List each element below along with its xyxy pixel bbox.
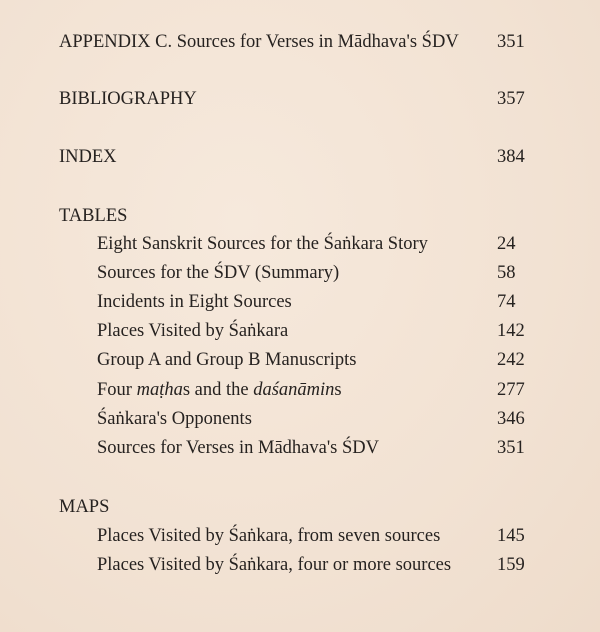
- table-entry-label: Group A and Group B Manuscripts: [97, 350, 357, 370]
- toc-entry-appendix-c-label: APPENDIX C. Sources for Verses in Mādhava's ŚDV: [59, 32, 459, 52]
- label-italic-dasanamin: daśanāmin: [253, 380, 335, 400]
- table-entry-page: 58: [497, 263, 516, 283]
- table-entry-page: 74: [497, 292, 516, 312]
- label-italic-matha: maṭha: [136, 380, 183, 400]
- table-entry-label: Śaṅkara's Opponents: [97, 409, 252, 429]
- map-entry-label: Places Visited by Śaṅkara, four or more sources: [97, 555, 452, 575]
- table-entry-label: Incidents in Eight Sources: [97, 292, 292, 312]
- table-entry-label: [97, 379, 342, 401]
- toc-entry-bibliography-label: BIBLIOGRAPHY: [59, 89, 197, 109]
- label-text: s and the: [182, 380, 254, 400]
- tables-heading: TABLES: [59, 206, 128, 226]
- table-entry-page: 142: [497, 321, 525, 341]
- table-entry-label: Places Visited by Śaṅkara: [97, 321, 289, 341]
- toc-entry-bibliography-page: 357: [497, 89, 525, 109]
- table-entry-label: Sources for Verses in Mādhava's ŚDV: [97, 438, 379, 458]
- table-entry-label: Eight Sanskrit Sources for the Śaṅkara Story: [97, 234, 428, 254]
- toc-entry-index-label: INDEX: [59, 147, 117, 167]
- label-text: s: [334, 380, 342, 400]
- table-entry-page: 24: [497, 234, 516, 254]
- maps-heading: MAPS: [59, 497, 110, 517]
- table-entry-page: 351: [497, 438, 525, 458]
- label-text: Four: [97, 380, 137, 400]
- table-entry-page: 277: [497, 380, 525, 400]
- map-entry-page: 159: [497, 555, 525, 575]
- table-entry-label: Sources for the ŚDV (Summary): [97, 263, 340, 283]
- table-entry-page: 242: [497, 350, 525, 370]
- toc-entry-index-page: 384: [497, 147, 525, 167]
- table-entry-page: 346: [497, 409, 525, 429]
- map-entry-page: 145: [497, 526, 525, 546]
- toc-entry-appendix-c-page: 351: [497, 32, 525, 52]
- map-entry-label: Places Visited by Śaṅkara, from seven sources: [97, 526, 441, 546]
